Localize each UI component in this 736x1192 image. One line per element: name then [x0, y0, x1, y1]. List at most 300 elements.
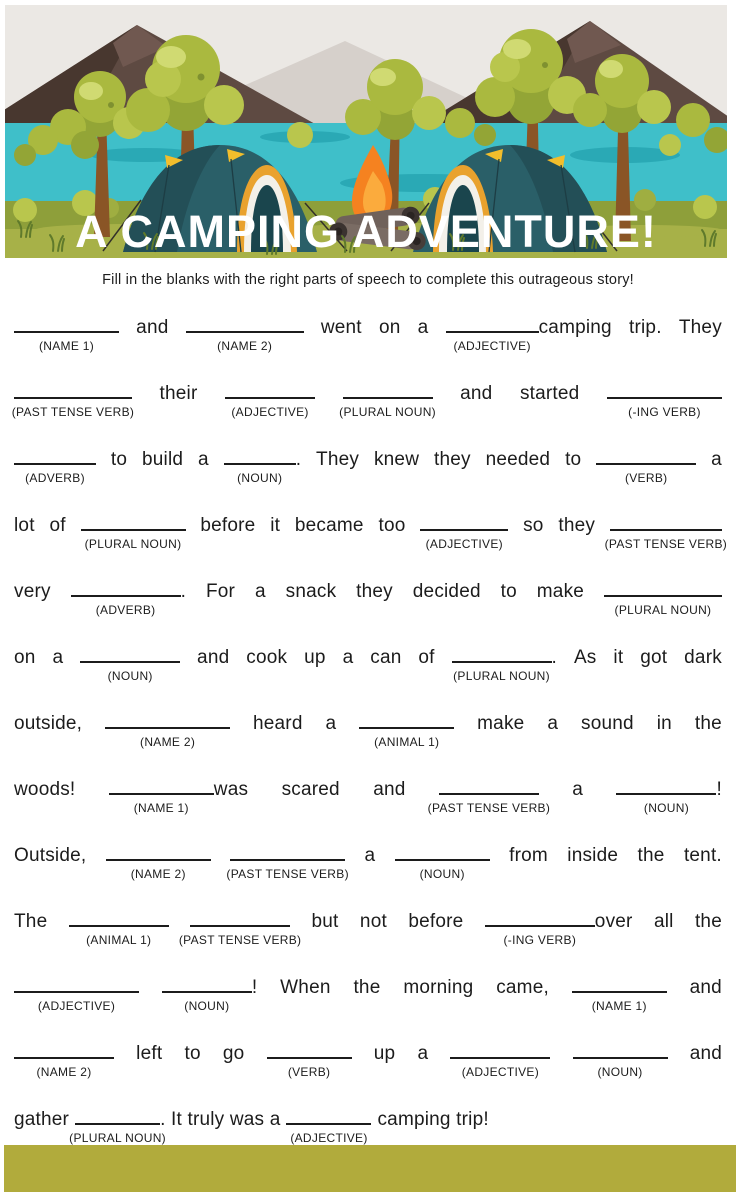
fill-in-blank — [446, 314, 539, 353]
story-line — [11, 380, 722, 419]
blank-label: (ADJECTIVE) — [290, 1131, 368, 1145]
story-token-group — [186, 314, 304, 353]
story-token-group — [359, 710, 454, 749]
story-token-group — [460, 383, 492, 405]
story-word: outside, — [14, 713, 83, 734]
story-word: the — [694, 713, 722, 734]
story — [0, 314, 736, 1145]
story-word: ! — [716, 779, 722, 800]
story-token-group — [486, 449, 551, 471]
story-word: As — [573, 647, 597, 668]
story-word: on — [378, 317, 401, 338]
story-token-group — [604, 578, 722, 617]
story-token-group — [160, 383, 198, 405]
story-token-group — [111, 449, 127, 471]
story-word: it — [270, 515, 281, 536]
story-word: needed — [485, 449, 551, 470]
blank-label: (ADVERB) — [25, 471, 85, 485]
story-word: was — [213, 779, 249, 800]
story-token-group — [270, 515, 280, 537]
blank-label: (NOUN) — [643, 801, 690, 815]
story-token-group — [574, 647, 597, 669]
story-token-group — [286, 1106, 371, 1145]
story-word: go — [222, 1043, 245, 1064]
story-token-group — [295, 515, 364, 537]
story-token-group — [267, 1040, 352, 1079]
story-word: a — [417, 317, 429, 338]
blank-label: (VERB) — [287, 1065, 331, 1079]
story-token-group — [607, 380, 722, 419]
story-token-group — [629, 317, 662, 339]
story-token-group — [49, 515, 65, 537]
blank-label: (NAME 2) — [217, 339, 273, 353]
story-word: scared — [281, 779, 340, 800]
story-token-group — [604, 512, 728, 551]
story-token-group — [343, 647, 354, 669]
blank-label: (PAST TENSE VERB) — [604, 537, 728, 551]
story-token-group — [321, 317, 362, 339]
story-word: in — [656, 713, 672, 734]
fill-in-blank — [224, 446, 296, 485]
fill-in-blank — [11, 380, 135, 419]
story-word: so — [523, 515, 544, 536]
story-word: their — [159, 383, 198, 404]
story-token-group — [14, 779, 75, 801]
story-word: can — [370, 647, 402, 668]
story-token-group — [613, 647, 623, 669]
fill-in-blank — [572, 974, 667, 1013]
story-token-group — [690, 977, 722, 999]
header-illustration — [5, 5, 727, 258]
fill-in-blank — [186, 314, 304, 353]
fill-in-blank — [616, 776, 716, 815]
story-token-group — [178, 908, 302, 947]
story-token-group — [547, 713, 558, 735]
story-token-group — [223, 1043, 245, 1065]
fill-in-blank — [14, 974, 139, 1013]
story-word: morning — [403, 977, 474, 998]
story-token-group — [496, 977, 549, 999]
story-word: too — [378, 515, 406, 536]
story-token-group — [567, 845, 618, 867]
story-token-group — [14, 515, 35, 537]
story-token-group — [427, 776, 551, 815]
story-word: to — [110, 449, 128, 470]
blank-label: (NOUN) — [237, 471, 283, 485]
story-token-group — [413, 581, 481, 603]
story-word: they — [558, 515, 596, 536]
blank-label: (PAST TENSE VERB) — [11, 405, 135, 419]
story-word: lot — [14, 515, 35, 536]
page-title: A CAMPING ADVENTURE! — [75, 206, 657, 257]
story-word: left — [136, 1043, 163, 1064]
story-token-group — [206, 581, 235, 603]
fill-in-blank — [420, 512, 508, 551]
blank-label: (NOUN) — [184, 999, 230, 1013]
story-token-group — [316, 449, 359, 471]
story-word: decided — [412, 581, 481, 602]
story-token-group — [312, 911, 339, 933]
story-word: . — [551, 647, 558, 668]
story-word: trip. — [629, 317, 662, 338]
story-line — [14, 710, 722, 749]
story-line — [14, 314, 722, 353]
story-token-group — [558, 515, 595, 537]
story-token-group — [200, 515, 255, 537]
story-token-group — [523, 515, 543, 537]
fill-in-blank — [395, 842, 490, 881]
story-word: from — [509, 845, 548, 866]
story-word: a — [52, 647, 64, 668]
story-token-group — [408, 911, 463, 933]
story-token-group — [596, 446, 696, 485]
story-token-group — [69, 1106, 281, 1145]
blank-label: (-ING VERB) — [503, 933, 577, 947]
story-token-group — [379, 317, 401, 339]
story-token-group — [14, 314, 119, 353]
footer-bar — [4, 1145, 736, 1192]
story-word: make — [536, 581, 585, 602]
fill-in-blank — [81, 512, 186, 551]
blank-label: (ADJECTIVE) — [231, 405, 309, 419]
story-word: snack — [285, 581, 337, 602]
blank-label: (NAME 2) — [130, 867, 186, 881]
story-token-group — [14, 581, 51, 603]
story-word: over — [594, 911, 633, 932]
story-word: ! — [251, 977, 258, 998]
story-word: they — [356, 581, 393, 602]
story-word: camping trip! — [377, 1109, 489, 1130]
blank-label: (ANIMAL 1) — [374, 735, 440, 749]
story-word: and — [460, 383, 493, 404]
story-token-group — [162, 974, 258, 1013]
story-token-group — [353, 977, 380, 999]
story-token-group — [226, 842, 349, 881]
story-token-group — [14, 713, 82, 735]
story-token-group — [509, 845, 548, 867]
story-word: the — [637, 845, 665, 866]
story-token-group — [377, 1109, 488, 1131]
blank-label: (PLURAL NOUN) — [69, 1131, 166, 1145]
story-token-group — [695, 713, 722, 735]
fill-in-blank — [339, 380, 436, 419]
fill-in-blank — [573, 1040, 668, 1079]
fill-in-blank — [485, 908, 595, 947]
story-token-group — [105, 710, 230, 749]
story-line — [14, 446, 722, 485]
story-token-group — [52, 647, 63, 669]
story-token-group — [485, 908, 633, 947]
story-token-group — [565, 449, 581, 471]
story-word: a — [325, 713, 337, 734]
story-word: the — [694, 911, 722, 932]
story-word: and — [197, 647, 230, 668]
story-token-group — [374, 1043, 396, 1065]
blank-label: (ADJECTIVE) — [461, 1065, 540, 1079]
story-token-group — [684, 845, 722, 867]
fill-in-blank — [109, 776, 214, 815]
story-token-group — [224, 446, 302, 485]
fill-in-blank — [14, 446, 96, 485]
story-word: but — [311, 911, 339, 932]
story-token-group — [246, 647, 287, 669]
story-token-group — [225, 380, 315, 419]
fill-in-blank — [427, 776, 551, 815]
story-word: went — [320, 317, 362, 338]
blank-label: (ADVERB) — [95, 603, 156, 617]
blank-label: (NAME 1) — [591, 999, 647, 1013]
story-token-group — [80, 644, 180, 683]
story-token-group — [450, 1040, 550, 1079]
story-word: The — [14, 911, 48, 932]
story-token-group — [304, 647, 326, 669]
fill-in-blank — [607, 380, 722, 419]
blank-label: (NAME 1) — [38, 339, 95, 353]
story-token-group — [373, 779, 405, 801]
story-word: Outside, — [14, 845, 87, 866]
story-word: dark — [684, 647, 722, 668]
story-token-group — [326, 713, 337, 735]
story-token-group — [360, 911, 387, 933]
blank-label: (ADJECTIVE) — [425, 537, 503, 551]
story-token-group — [573, 1040, 668, 1079]
fill-in-blank — [105, 710, 230, 749]
story-word: camping — [538, 317, 612, 338]
story-token-group — [255, 581, 266, 603]
story-word: up — [373, 1043, 396, 1064]
story-token-group — [280, 977, 330, 999]
blank-label: (PAST TENSE VERB) — [178, 933, 302, 947]
story-token-group — [339, 380, 436, 419]
fill-in-blank — [226, 842, 349, 881]
story-token-group — [520, 383, 580, 405]
story-word: to — [184, 1043, 201, 1064]
story-token-group — [136, 1043, 162, 1065]
story-word: started — [519, 383, 580, 404]
blank-label: (-ING VERB) — [628, 405, 701, 419]
fill-in-blank — [450, 1040, 550, 1079]
story-token-group — [501, 581, 517, 603]
story-word: got — [640, 647, 668, 668]
story-token-group — [14, 1040, 114, 1079]
story-token-group — [14, 1109, 69, 1131]
story-token-group — [106, 842, 211, 881]
story-token-group — [679, 317, 722, 339]
story-word: When — [280, 977, 331, 998]
story-token-group — [572, 974, 667, 1013]
blank-label: (VERB) — [624, 471, 668, 485]
fill-in-blank — [359, 710, 454, 749]
story-token-group — [81, 512, 186, 551]
story-line — [14, 842, 722, 881]
story-token-group — [198, 449, 209, 471]
story-token-group — [572, 779, 583, 801]
fill-in-blank — [106, 842, 211, 881]
story-word: a — [198, 449, 209, 470]
story-token-group — [418, 317, 429, 339]
fill-in-blank — [604, 578, 722, 617]
story-token-group — [14, 974, 139, 1013]
story-token-group — [136, 317, 168, 339]
story-word: . It truly was a — [160, 1109, 281, 1130]
story-word: the — [353, 977, 381, 998]
story-token-group — [286, 581, 337, 603]
story-line — [14, 578, 722, 617]
story-word: came, — [496, 977, 549, 998]
story-token-group — [374, 449, 419, 471]
story-word: For — [205, 581, 236, 602]
story-line — [14, 908, 722, 947]
story-token-group — [711, 449, 722, 471]
instructions-text: Fill in the blanks with the right parts of speech to complete this outrageous story! — [102, 272, 634, 288]
fill-in-blank — [452, 644, 552, 683]
story-word: heard — [253, 713, 303, 734]
story-word: and — [373, 779, 406, 800]
fill-in-blank — [596, 446, 696, 485]
blank-label: (PLURAL NOUN) — [84, 537, 182, 551]
story-line — [14, 1040, 722, 1079]
story-word: to — [500, 581, 517, 602]
story-word: to — [565, 449, 582, 470]
story-word: inside — [567, 845, 619, 866]
story-token-group — [395, 842, 490, 881]
story-token-group — [638, 845, 665, 867]
story-word: of — [49, 515, 66, 536]
story-token-group — [537, 581, 584, 603]
story-token-group — [282, 779, 340, 801]
story-word: up — [304, 647, 326, 668]
story-word: not — [359, 911, 387, 932]
story-token-group — [11, 380, 135, 419]
story-token-group — [403, 977, 473, 999]
story-word: tent. — [683, 845, 722, 866]
story-token-group — [14, 446, 96, 485]
blank-label: (PLURAL NOUN) — [453, 669, 550, 683]
story-line — [14, 1106, 722, 1145]
fill-in-blank — [162, 974, 252, 1013]
story-word: a — [364, 845, 376, 866]
story-token-group — [14, 845, 86, 867]
story-token-group — [253, 713, 303, 735]
story-token-group — [356, 581, 393, 603]
blank-label: (NOUN) — [597, 1065, 643, 1079]
story-word: build — [142, 449, 184, 470]
fill-in-blank — [80, 644, 180, 683]
story-word: of — [418, 647, 435, 668]
story-word: a — [342, 647, 354, 668]
story-word: They — [678, 317, 722, 338]
story-word: . — [295, 449, 302, 470]
story-word: on — [14, 647, 36, 668]
story-token-group — [690, 1043, 722, 1065]
story-token-group — [142, 449, 183, 471]
story-token-group — [452, 644, 558, 683]
fill-in-blank — [178, 908, 302, 947]
blank-label: (ANIMAL 1) — [86, 933, 152, 947]
story-token-group — [477, 713, 524, 735]
story-word: woods! — [14, 779, 76, 800]
blank-label: (NOUN) — [419, 867, 465, 881]
blank-label: (PAST TENSE VERB) — [427, 801, 551, 815]
story-word: . — [180, 581, 187, 602]
story-token-group — [654, 911, 674, 933]
story-word: They — [316, 449, 360, 470]
blank-label: (NOUN) — [107, 669, 153, 683]
story-word: became — [294, 515, 364, 536]
story-token-group — [417, 1043, 428, 1065]
story-token-group — [71, 578, 187, 617]
story-word: a — [417, 1043, 429, 1064]
story-word: a — [547, 713, 559, 734]
fill-in-blank — [225, 380, 315, 419]
story-word: a — [711, 449, 722, 470]
story-line — [14, 974, 722, 1013]
story-token-group — [434, 449, 471, 471]
fill-in-blank — [267, 1040, 352, 1079]
story-token-group — [109, 776, 249, 815]
blank-label: (PAST TENSE VERB) — [226, 867, 349, 881]
story-token-group — [616, 776, 722, 815]
story-line — [14, 512, 728, 551]
blank-label: (ADJECTIVE) — [453, 339, 531, 353]
story-token-group — [365, 845, 376, 867]
story-token-group — [420, 512, 508, 551]
blank-label: (PLURAL NOUN) — [614, 603, 712, 617]
fill-in-blank — [286, 1106, 371, 1145]
fill-in-blank — [604, 512, 728, 551]
story-token-group — [581, 713, 634, 735]
blank-label: (NAME 2) — [140, 735, 196, 749]
blank-label: (ADJECTIVE) — [37, 999, 116, 1013]
story-word: knew — [373, 449, 420, 470]
story-token-group — [378, 515, 405, 537]
story-token-group — [695, 911, 722, 933]
story-token-group — [14, 911, 47, 933]
story-token-group — [14, 647, 36, 669]
story-token-group — [657, 713, 672, 735]
story-word: cook — [246, 647, 288, 668]
story-word: very — [14, 581, 51, 602]
story-token-group — [684, 647, 722, 669]
blank-label: (PLURAL NOUN) — [339, 405, 436, 419]
story-word: and — [689, 977, 722, 998]
story-word: a — [572, 779, 584, 800]
fill-in-blank — [69, 908, 169, 947]
story-word: a — [254, 581, 266, 602]
fill-in-blank — [71, 578, 181, 617]
story-word: gather — [14, 1109, 70, 1130]
blank-label: (NAME 1) — [133, 801, 189, 815]
story-line — [14, 776, 722, 815]
story-word: before — [408, 911, 464, 932]
story-word: it — [613, 647, 624, 668]
story-token-group — [197, 647, 229, 669]
story-word: they — [434, 449, 471, 470]
story-token-group — [370, 647, 401, 669]
story-token-group — [418, 647, 434, 669]
story-word: sound — [581, 713, 634, 734]
fill-in-blank — [14, 314, 119, 353]
story-word: all — [653, 911, 674, 932]
story-word: make — [477, 713, 525, 734]
blank-label: (NAME 2) — [36, 1065, 92, 1079]
story-token-group — [446, 314, 612, 353]
fill-in-blank — [69, 1106, 166, 1145]
story-word: before — [200, 515, 256, 536]
story-line — [14, 644, 722, 683]
story-word: and — [689, 1043, 722, 1064]
fill-in-blank — [14, 1040, 114, 1079]
